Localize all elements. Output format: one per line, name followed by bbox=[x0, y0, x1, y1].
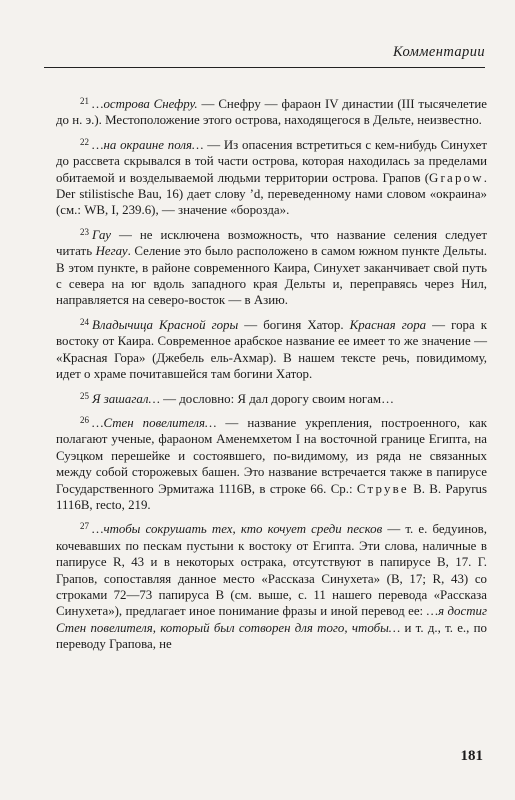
note-text: — т. е. бедуинов, кочевавших по пескам пустыни к востоку от Египта. Эти слова, наличные в папирусе R, 43 и в некоторых остракa, отсутствуют в папирусе В, 17. Г. Грапов, сопоставляя данное место «Рассказа Синухета» (В, 17; R, 43) со строками 72—73 папируса В (см. выше, с. 11 нашего перевода «Рассказа Синухета»), предлагает иное понимание фразы и иной перевод ее: bbox=[56, 522, 487, 619]
spaced-author-name: Струве bbox=[356, 481, 409, 496]
lemma-text: Негау bbox=[95, 244, 128, 259]
running-header: Комментарии bbox=[393, 44, 485, 60]
lemma-text: …я достиг Стен повелителя, который был сотворен для того, чтобы… bbox=[56, 604, 487, 635]
note-number: 26 bbox=[80, 414, 89, 425]
footnote-26 bbox=[56, 412, 487, 513]
lemma-text: Красная гора bbox=[349, 317, 427, 332]
footnote-25 bbox=[56, 388, 487, 407]
footnote-24 bbox=[56, 314, 487, 383]
page-number: 181 bbox=[460, 748, 483, 764]
note-text: — Снефру — фараон IV династии (III тысячелетие до н. э.). Местоположение этого острова, находящегося в Дельте, неизвестно. bbox=[56, 97, 487, 128]
note-text: — гора к востоку от Каира. Современное арабское название ее имеет то же значение — «Красная Гора» (Джебель ель-Ахмар). В нашем тексте речь, повидимому, идет о храме почитавшейся там богини Хатор. bbox=[56, 317, 488, 382]
footnote-27 bbox=[56, 518, 487, 652]
note-text: . Селение это было расположено в самом южном пункте Дельты. В этом пункте, в районе современного Каира, Синухет заканчивает свой путь с севера на юг вдоль западного края Дельты и, переправясь через Нил, направляется на северо-восток — в Азию. bbox=[56, 244, 487, 308]
footnote-23 bbox=[56, 224, 487, 309]
footnote-21 bbox=[56, 93, 487, 129]
note-text: . Der stilistische Bau, 16) дает слову ʼd, переведенному нами словом «окраина» (см.: WB, I, 239.6), — значение «борозда». bbox=[56, 170, 487, 218]
note-text: В. В. Papyrus 1116B, recto, 219. bbox=[56, 481, 487, 512]
note-text: — название укрепления, построенного, как полагают ученые, фараоном Аменемхетом I на восточной границе Египта, на Суэцком перешейке и состоявшего, по-видимому, из ряда не связанных между собой сторожевых башен. Это название встречается также в папирусе Государственного Эрмитажа 1116В, в строке 66. Ср.: bbox=[56, 415, 487, 496]
footnote-22 bbox=[56, 134, 487, 219]
lemma-text: Владычица Красной горы bbox=[92, 317, 239, 332]
note-text: — дословно: Я дал дорогу своим ногам… bbox=[159, 391, 394, 406]
commentary-notes bbox=[56, 93, 487, 658]
note-text: — богиня Хатор. bbox=[238, 317, 350, 332]
note-number: 27 bbox=[80, 521, 89, 532]
note-text: — Из опасения встретиться с кем-нибудь Синухет до рассвета скрывался в той части острова, которая находилась за пределами обитаемой и возделываемой людьми территории острова. Грапов ( bbox=[56, 137, 487, 185]
note-number: 25 bbox=[80, 390, 89, 401]
spaced-author-name: Grapow bbox=[429, 170, 484, 185]
note-number: 23 bbox=[80, 226, 89, 237]
header-rule bbox=[44, 67, 485, 68]
lemma-text: …острова Снефру. bbox=[92, 97, 198, 111]
note-number: 24 bbox=[80, 316, 89, 327]
lemma-text: Гау bbox=[92, 227, 112, 242]
lemma-text: …чтобы сокрушать тех, кто кочует среди песков bbox=[92, 522, 383, 537]
note-number: 21 bbox=[80, 96, 89, 106]
note-number: 22 bbox=[80, 136, 89, 147]
lemma-text: Я зашагал… bbox=[92, 391, 160, 406]
note-text: — не исключена возможность, что название селения следует читать bbox=[56, 227, 487, 259]
note-text: и т. д., т. е., по переводу Грапова, не bbox=[56, 620, 487, 652]
lemma-text: …на окраине поля… bbox=[92, 137, 204, 152]
lemma-text: …Стен повелителя… bbox=[92, 415, 217, 430]
